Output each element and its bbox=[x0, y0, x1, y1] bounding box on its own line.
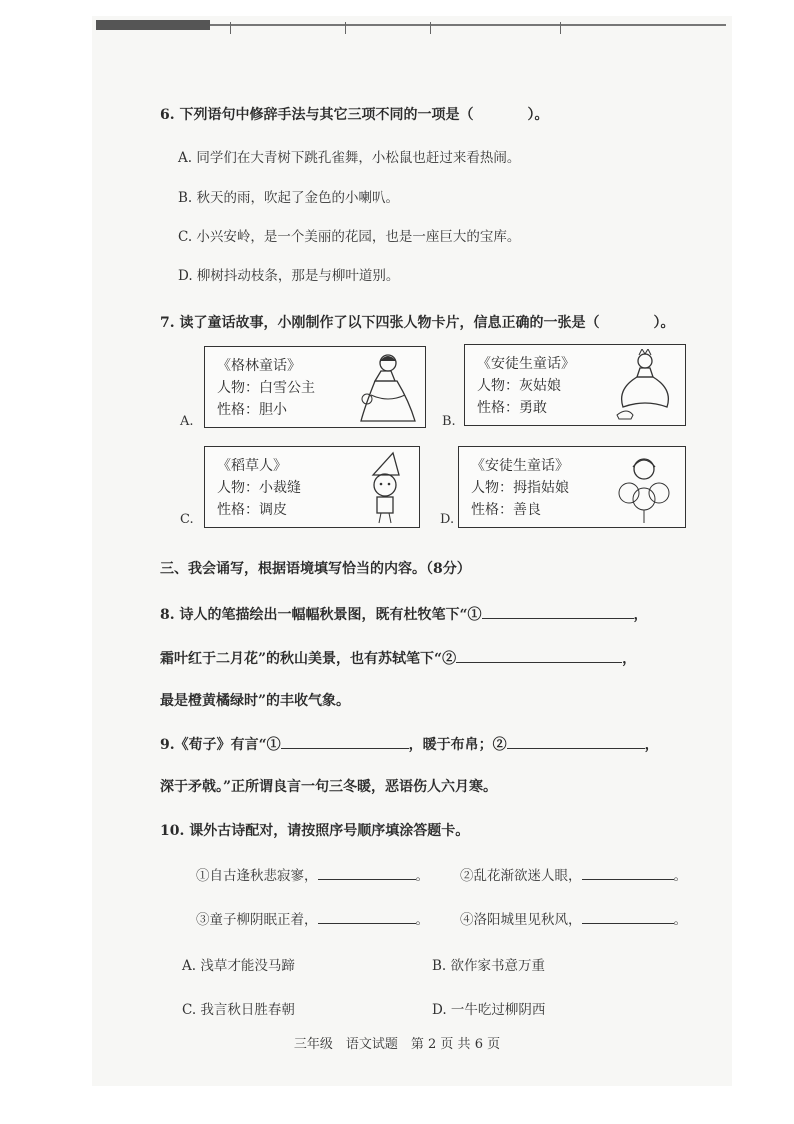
card-book: 《格林童话》 bbox=[217, 358, 301, 374]
q6-option-d[interactable]: D. 柳树抖动枝条，那是与柳叶道别。 bbox=[178, 268, 400, 284]
question-8-line3: 最是橙黄橘绿时”的丰收气象。 bbox=[160, 693, 351, 709]
rule-tick bbox=[345, 22, 346, 34]
question-10-stem: 10. 课外古诗配对，请按照序号顺序填涂答题卡。 bbox=[160, 823, 470, 839]
character-card-a[interactable] bbox=[204, 346, 426, 428]
card-book: 《稻草人》 bbox=[217, 458, 287, 474]
thumbelina-icon bbox=[611, 451, 677, 525]
question-9-line2: 深于矛戟。”正所谓良言一句三冬暖，恶语伤人六月寒。 bbox=[160, 779, 498, 795]
poem-line-1: ①自古逢秋悲寂寥， 。 bbox=[196, 868, 429, 884]
card-book: 《安徒生童话》 bbox=[477, 356, 575, 372]
snow-white-icon bbox=[355, 351, 421, 425]
question-6-stem: 6. 下列语句中修辞手法与其它三项不同的一项是（ ）。 bbox=[160, 107, 549, 123]
page-footer: 三年级 语文试题 第 2 页 共 6 页 bbox=[293, 1037, 501, 1052]
rule-tick bbox=[430, 22, 431, 34]
question-8-line1: 8. 诗人的笔描绘出一幅幅秋景图，既有杜牧笔下“① ， bbox=[160, 607, 648, 623]
fill-blank-2[interactable] bbox=[507, 748, 645, 749]
q6-option-b[interactable]: B. 秋天的雨，吹起了金色的小喇叭。 bbox=[178, 190, 400, 206]
card-trait: 性格：善良 bbox=[471, 502, 541, 518]
poem-line-2: ②乱花渐欲迷人眼， 。 bbox=[460, 868, 687, 884]
card-letter-a: A. bbox=[180, 414, 194, 429]
q10-option-b[interactable]: B. 欲作家书意万重 bbox=[432, 958, 546, 974]
q10-option-a[interactable]: A. 浅草才能没马蹄 bbox=[182, 958, 295, 974]
fill-blank[interactable] bbox=[318, 923, 416, 924]
fill-blank[interactable] bbox=[582, 923, 674, 924]
fill-blank[interactable] bbox=[318, 879, 416, 880]
section-3-heading: 三、我会诵写，根据语境填写恰当的内容。（8分） bbox=[160, 561, 471, 577]
rule-tick bbox=[560, 22, 561, 34]
card-letter-c: C. bbox=[180, 512, 194, 527]
tailor-icon bbox=[355, 451, 415, 525]
question-9-line1: 9.《荀子》有言“① ，暖于布帛；② ， bbox=[160, 737, 659, 753]
rule-tick bbox=[230, 22, 231, 34]
question-7-stem: 7. 读了童话故事，小刚制作了以下四张人物卡片，信息正确的一张是（ ）。 bbox=[160, 315, 675, 331]
fill-blank[interactable] bbox=[582, 879, 674, 880]
header-rule bbox=[96, 20, 726, 30]
card-letter-b: B. bbox=[442, 414, 456, 429]
character-card-c[interactable] bbox=[204, 446, 420, 528]
fill-blank-1[interactable] bbox=[281, 748, 409, 749]
card-person: 人物：小裁缝 bbox=[217, 480, 301, 496]
card-trait: 性格：调皮 bbox=[217, 502, 287, 518]
card-letter-d: D. bbox=[440, 512, 455, 527]
q10-option-c[interactable]: C. 我言秋日胜春朝 bbox=[182, 1002, 295, 1018]
poem-line-4: ④洛阳城里见秋风， 。 bbox=[460, 912, 687, 928]
character-card-d[interactable] bbox=[458, 446, 686, 528]
card-book: 《安徒生童话》 bbox=[471, 458, 569, 474]
fill-blank-2[interactable] bbox=[456, 662, 622, 663]
card-trait: 性格：勇敢 bbox=[477, 400, 547, 416]
poem-line-3: ③童子柳阴眠正着， 。 bbox=[196, 912, 429, 928]
card-trait: 性格：胆小 bbox=[217, 402, 287, 418]
card-person: 人物：白雪公主 bbox=[217, 380, 315, 396]
q6-option-c[interactable]: C. 小兴安岭，是一个美丽的花园，也是一座巨大的宝库。 bbox=[178, 229, 521, 245]
question-8-line2: 霜叶红于二月花”的秋山美景，也有苏轼笔下“② ， bbox=[160, 651, 637, 667]
q6-option-a[interactable]: A. 同学们在大青树下跳孔雀舞，小松鼠也赶过来看热闹。 bbox=[178, 150, 521, 166]
cinderella-icon bbox=[609, 349, 679, 423]
card-person: 人物：灰姑娘 bbox=[477, 378, 561, 394]
q10-option-d[interactable]: D. 一牛吃过柳阴西 bbox=[432, 1002, 546, 1018]
character-card-b[interactable] bbox=[464, 344, 686, 426]
fill-blank-1[interactable] bbox=[482, 618, 634, 619]
card-person: 人物：拇指姑娘 bbox=[471, 480, 569, 496]
